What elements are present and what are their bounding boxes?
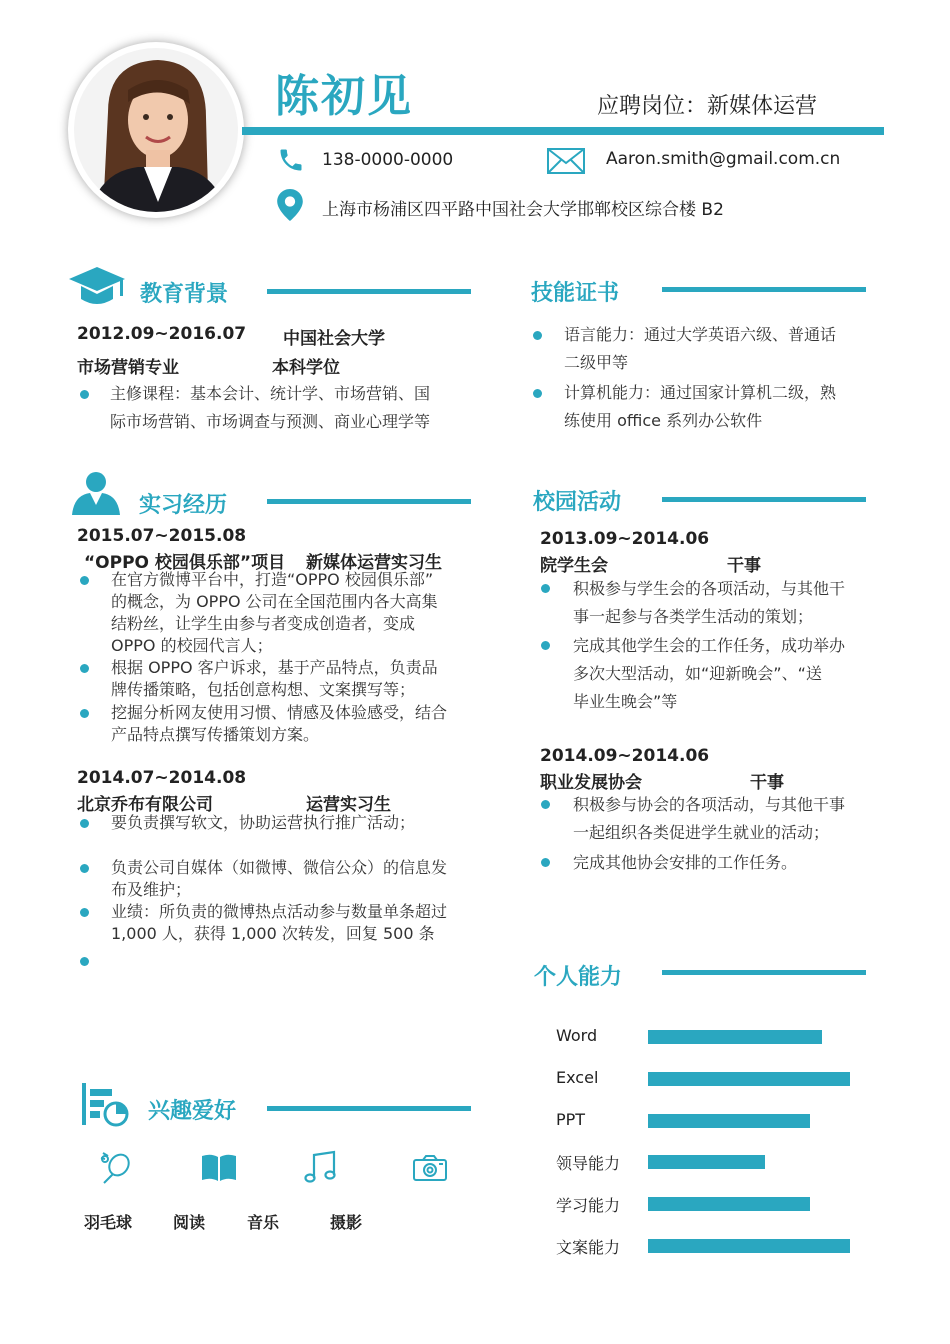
hobbies-divider [267,1106,471,1111]
abilities-title: 个人能力 [534,965,623,990]
job1-bullet: 根据 OPPO 客户诉求，基于产品特点，负责品 牌传播策略，包括创意构想、文案撰写等； [111,658,438,699]
skills-cert-divider [662,287,866,292]
cert-item: 计算机能力：通过国家计算机二级，熟 练使用 office 系列办公软件 [564,383,837,430]
job1-period: 2015.07~2015.08 [77,526,247,546]
act2-org: 职业发展协会 [540,773,642,793]
location-pin-icon [277,189,303,225]
hobby-label: 阅读 [173,1213,206,1232]
bullet-dot [80,864,89,873]
act2-role: 干事 [750,773,784,793]
education-divider [267,289,471,294]
education-title: 教育背景 [140,282,229,307]
ability-label: PPT [556,1109,586,1129]
job2-bullet: 负责公司自媒体（如微博、微信公众）的信息发 布及维护； [111,858,448,899]
job2-bullet: 要负责撰写软文，协助运营执行推广活动； [111,813,416,832]
bullet-dot [80,709,89,718]
job1-bullet: 在官方微博平台中，打造“OPPO 校园俱乐部” 的概念，为 OPPO 公司在全国范围内各大高集 结粉丝，让学生由参与者变成创造者，变成 OPPO 的校园代言人； [111,570,438,655]
phone-number: 138-0000-0000 [322,150,454,170]
music-icon [302,1150,338,1190]
ability-label: Word [556,1026,598,1045]
home-address: 上海市杨浦区四平路中国社会大学邯郸校区综合楼 B2 [322,200,724,220]
bullet-dot [80,576,89,585]
camera-icon [412,1154,448,1186]
internship-title: 实习经历 [139,493,228,518]
ability-label: 文案能力 [556,1238,621,1257]
education-courses: 主修课程：基本会计、统计学、市场营销、国 际市场营销、市场调查与预测、商业心理学等 [110,384,431,431]
act2-bullet: 完成其他协会安排的工作任务。 [573,853,798,872]
act1-role: 干事 [727,556,761,576]
bullet-dot [533,389,542,398]
phone-icon [277,146,305,178]
bullet-dot [533,331,542,340]
skills-cert-title: 技能证书 [531,281,620,306]
ability-level-bar [648,1197,810,1211]
job2-role: 运营实习生 [306,795,391,815]
header-divider [242,127,884,135]
hobby-label: 摄影 [330,1213,363,1232]
job2-period: 2014.07~2014.08 [77,768,247,788]
campus-divider [662,497,866,502]
act2-bullet: 积极参与协会的各项活动，与其他干事 一起组织各类促进学生就业的活动； [573,795,846,842]
ability-level-bar [648,1155,765,1169]
job1-bullet: 挖掘分析网友使用习惯、情感及体验感受，结合 产品特点撰写传播策划方案。 [111,703,448,744]
hobbies-title: 兴趣爱好 [148,1099,237,1124]
job1-role: 新媒体运营实习生 [306,553,442,573]
position-applied: 应聘岗位：新媒体运营 [597,94,818,119]
avatar [68,42,244,218]
bullet-dot [80,957,89,966]
book-icon [201,1153,237,1187]
act1-bullet: 完成其他学生会的工作任务，成功举办 多次大型活动，如“迎新晚会”、“送 毕业生晚会”等 [573,636,846,711]
education-school: 中国社会大学 [283,329,385,349]
email-address: Aaron.smith@gmail.com.cn [606,149,841,169]
person-icon [70,471,122,519]
ability-level-bar [648,1114,810,1128]
job1-project: “OPPO 校园俱乐部”项目 [84,553,286,573]
bullet-dot [80,908,89,917]
education-period: 2012.09~2016.07 [77,324,247,344]
act1-period: 2013.09~2014.06 [540,529,710,549]
bullet-dot [541,584,550,593]
ability-level-bar [648,1030,822,1044]
graduation-cap-icon [68,265,126,313]
act2-period: 2014.09~2014.06 [540,746,710,766]
email-icon [547,148,585,178]
internship-divider [267,499,471,504]
act1-bullet: 积极参与学生会的各项活动，与其他干 事一起参与各类学生活动的策划； [573,579,846,626]
bullet-dot [541,858,550,867]
bullet-dot [541,800,550,809]
hobby-label: 羽毛球 [84,1213,133,1232]
cert-item: 语言能力：通过大学英语六级、普通话 二级甲等 [564,325,837,372]
ability-label: 学习能力 [556,1196,621,1216]
candidate-name: 陈初见 [275,71,413,122]
bullet-dot [80,819,89,828]
bullet-dot [80,664,89,673]
hobby-label: 音乐 [247,1213,280,1232]
ability-level-bar [648,1239,850,1253]
chart-report-icon [80,1081,130,1131]
education-degree: 本科学位 [272,358,340,378]
education-major: 市场营销专业 [77,358,179,378]
badminton-icon [99,1150,135,1190]
bullet-dot [80,390,89,399]
bullet-dot [541,641,550,650]
job2-company: 北京乔布有限公司 [77,795,213,815]
abilities-divider [662,970,866,975]
job2-bullet: 业绩：所负责的微博热点活动参与数量单条超过 1,000 人，获得 1,000 次转发，回复 500 条 [111,902,448,943]
ability-level-bar [648,1072,850,1086]
act1-org: 院学生会 [540,556,608,576]
ability-label: Excel [556,1067,599,1087]
ability-label: 领导能力 [556,1154,621,1174]
campus-title: 校园活动 [533,490,622,515]
